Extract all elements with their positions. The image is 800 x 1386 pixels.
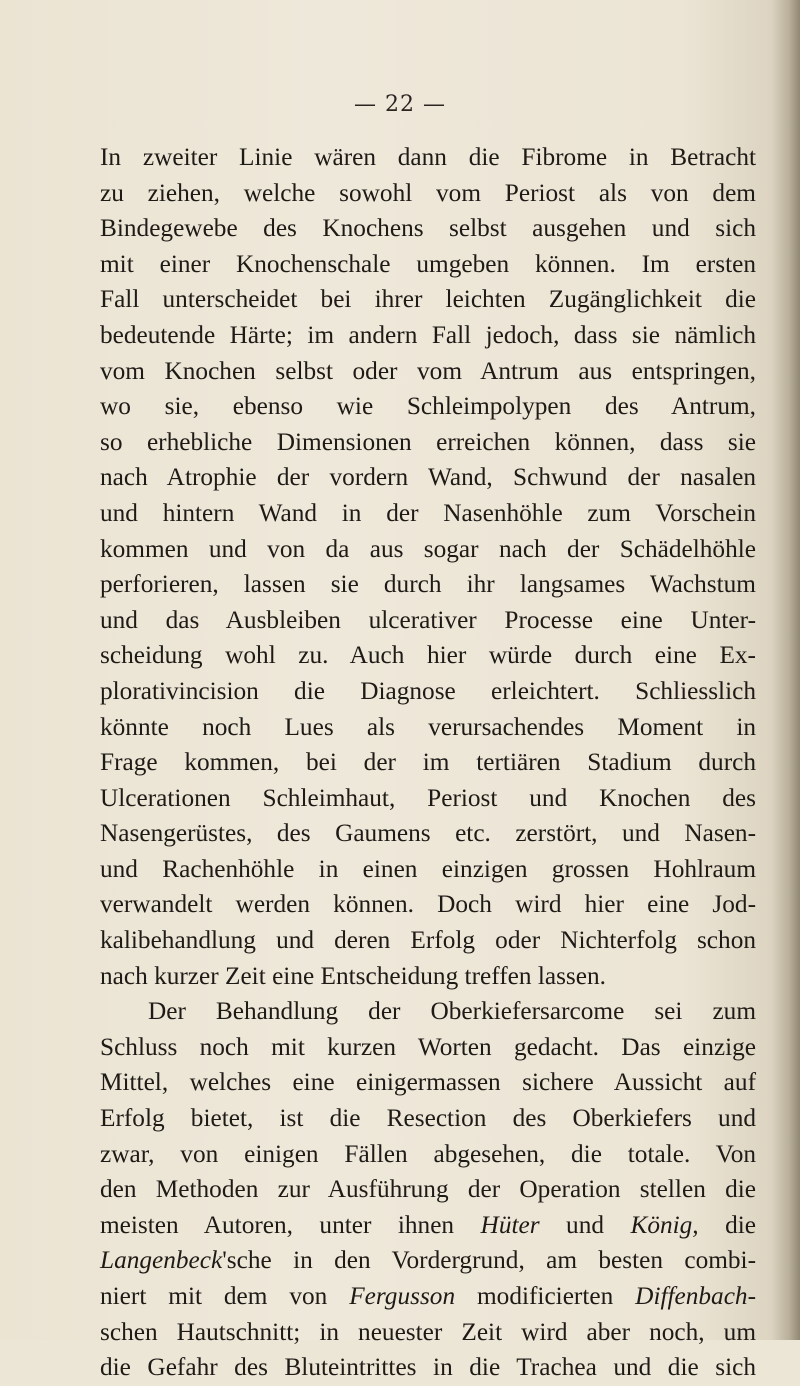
text-line: und hintern Wand in der Nasenhöhle zum Vorschein xyxy=(100,498,756,527)
text-line: Erfolg bietet, ist die Resection des Oberkiefers und xyxy=(100,1104,756,1133)
author-name-fergusson: Fergusson xyxy=(349,1282,456,1310)
paragraph-start-line: Der Behandlung der Oberkiefersarcome sei zum xyxy=(148,997,756,1026)
author-name-koenig: König, xyxy=(630,1210,699,1239)
text-line: Mittel, welches eine einigermassen sichere Aussicht auf xyxy=(100,1068,756,1097)
text-line: und Rachenhöhle in einen einzigen grossen Hohlraum xyxy=(100,854,756,883)
text-line: plorativincision die Diagnose erleichtert. Schliesslich xyxy=(100,676,756,705)
text-run: meisten Autoren, unter ihnen xyxy=(100,1210,481,1239)
text-line: Ulcerationen Schleimhaut, Periost und Knochen des xyxy=(100,783,756,812)
text-line: nach kurzer Zeit eine Entscheidung treffen lassen. xyxy=(100,961,606,990)
text-line: kalibehandlung und deren Erfolg oder Nichterfolg schon xyxy=(100,926,756,955)
text-line: Schluss noch mit kurzen Worten gedacht. Das einzige xyxy=(100,1032,756,1061)
text-line: perforieren, lassen sie durch ihr langsames Wachstum xyxy=(100,570,756,599)
text-line: schen Hautschnitt; in neuester Zeit wird aber noch, um xyxy=(100,1317,756,1346)
text-line: könnte noch Lues als verursachendes Moment in xyxy=(100,712,756,741)
text-line: bedeutende Härte; im andern Fall jedoch, dass sie nämlich xyxy=(100,320,756,349)
body-text xyxy=(100,140,756,1386)
text-line: den Methoden zur Ausführung der Operation stellen die xyxy=(100,1175,756,1204)
text-line: nach Atrophie der vordern Wand, Schwund der nasalen xyxy=(100,463,756,492)
text-line: zu ziehen, welche sowohl vom Periost als von dem xyxy=(100,178,756,207)
author-name-hueter: Hüter xyxy=(480,1210,540,1239)
text-line: mit einer Knochenschale umgeben können. Im ersten xyxy=(100,249,756,278)
page-number: — 22 — xyxy=(354,92,446,117)
text-line: wo sie, ebenso wie Schleimpolypen des Antrum, xyxy=(100,392,756,421)
text-run: 'sche in den Vordergrund, am besten combi- xyxy=(222,1246,756,1275)
text-line: verwandelt werden können. Doch wird hier eine Jod- xyxy=(100,890,756,919)
text-line xyxy=(100,1208,756,1244)
author-name-langenbeck: Langenbeck xyxy=(100,1246,223,1275)
text-line xyxy=(100,1279,756,1315)
text-line: vom Knochen selbst oder vom Antrum aus entspringen, xyxy=(100,356,756,385)
text-line: scheidung wohl zu. Auch hier würde durch eine Ex- xyxy=(100,641,756,670)
text-line: In zweiter Linie wären dann die Fibrome in Betracht xyxy=(100,143,756,171)
text-line: die Gefahr des Bluteintrittes in die Trachea und die sich xyxy=(100,1353,756,1382)
text-run: modificierten xyxy=(455,1282,636,1310)
text-line xyxy=(100,1243,756,1279)
text-line: und das Ausbleiben ulcerativer Processe eine Unter- xyxy=(100,605,756,634)
text-run: niert mit dem von xyxy=(100,1282,350,1310)
text-line: Fall unterscheidet bei ihrer leichten Zugänglichkeit die xyxy=(100,285,756,314)
text-line: Nasengerüstes, des Gaumens etc. zerstört, und Nasen- xyxy=(100,819,756,848)
text-line: Bindegewebe des Knochens selbst ausgehen und sich xyxy=(100,214,756,243)
text-run: die xyxy=(698,1210,756,1239)
text-run: und xyxy=(539,1210,631,1239)
author-name-diffenbach: Diffenbach- xyxy=(635,1282,756,1310)
text-line: kommen und von da aus sogar nach der Schädelhöhle xyxy=(100,534,756,563)
text-line: zwar, von einigen Fällen abgesehen, die totale. Von xyxy=(100,1139,756,1168)
text-line: so erhebliche Dimensionen erreichen können, dass sie xyxy=(100,427,756,456)
text-line: Frage kommen, bei der im tertiären Stadium durch xyxy=(100,748,756,777)
page-edge-shadow xyxy=(772,0,800,1340)
